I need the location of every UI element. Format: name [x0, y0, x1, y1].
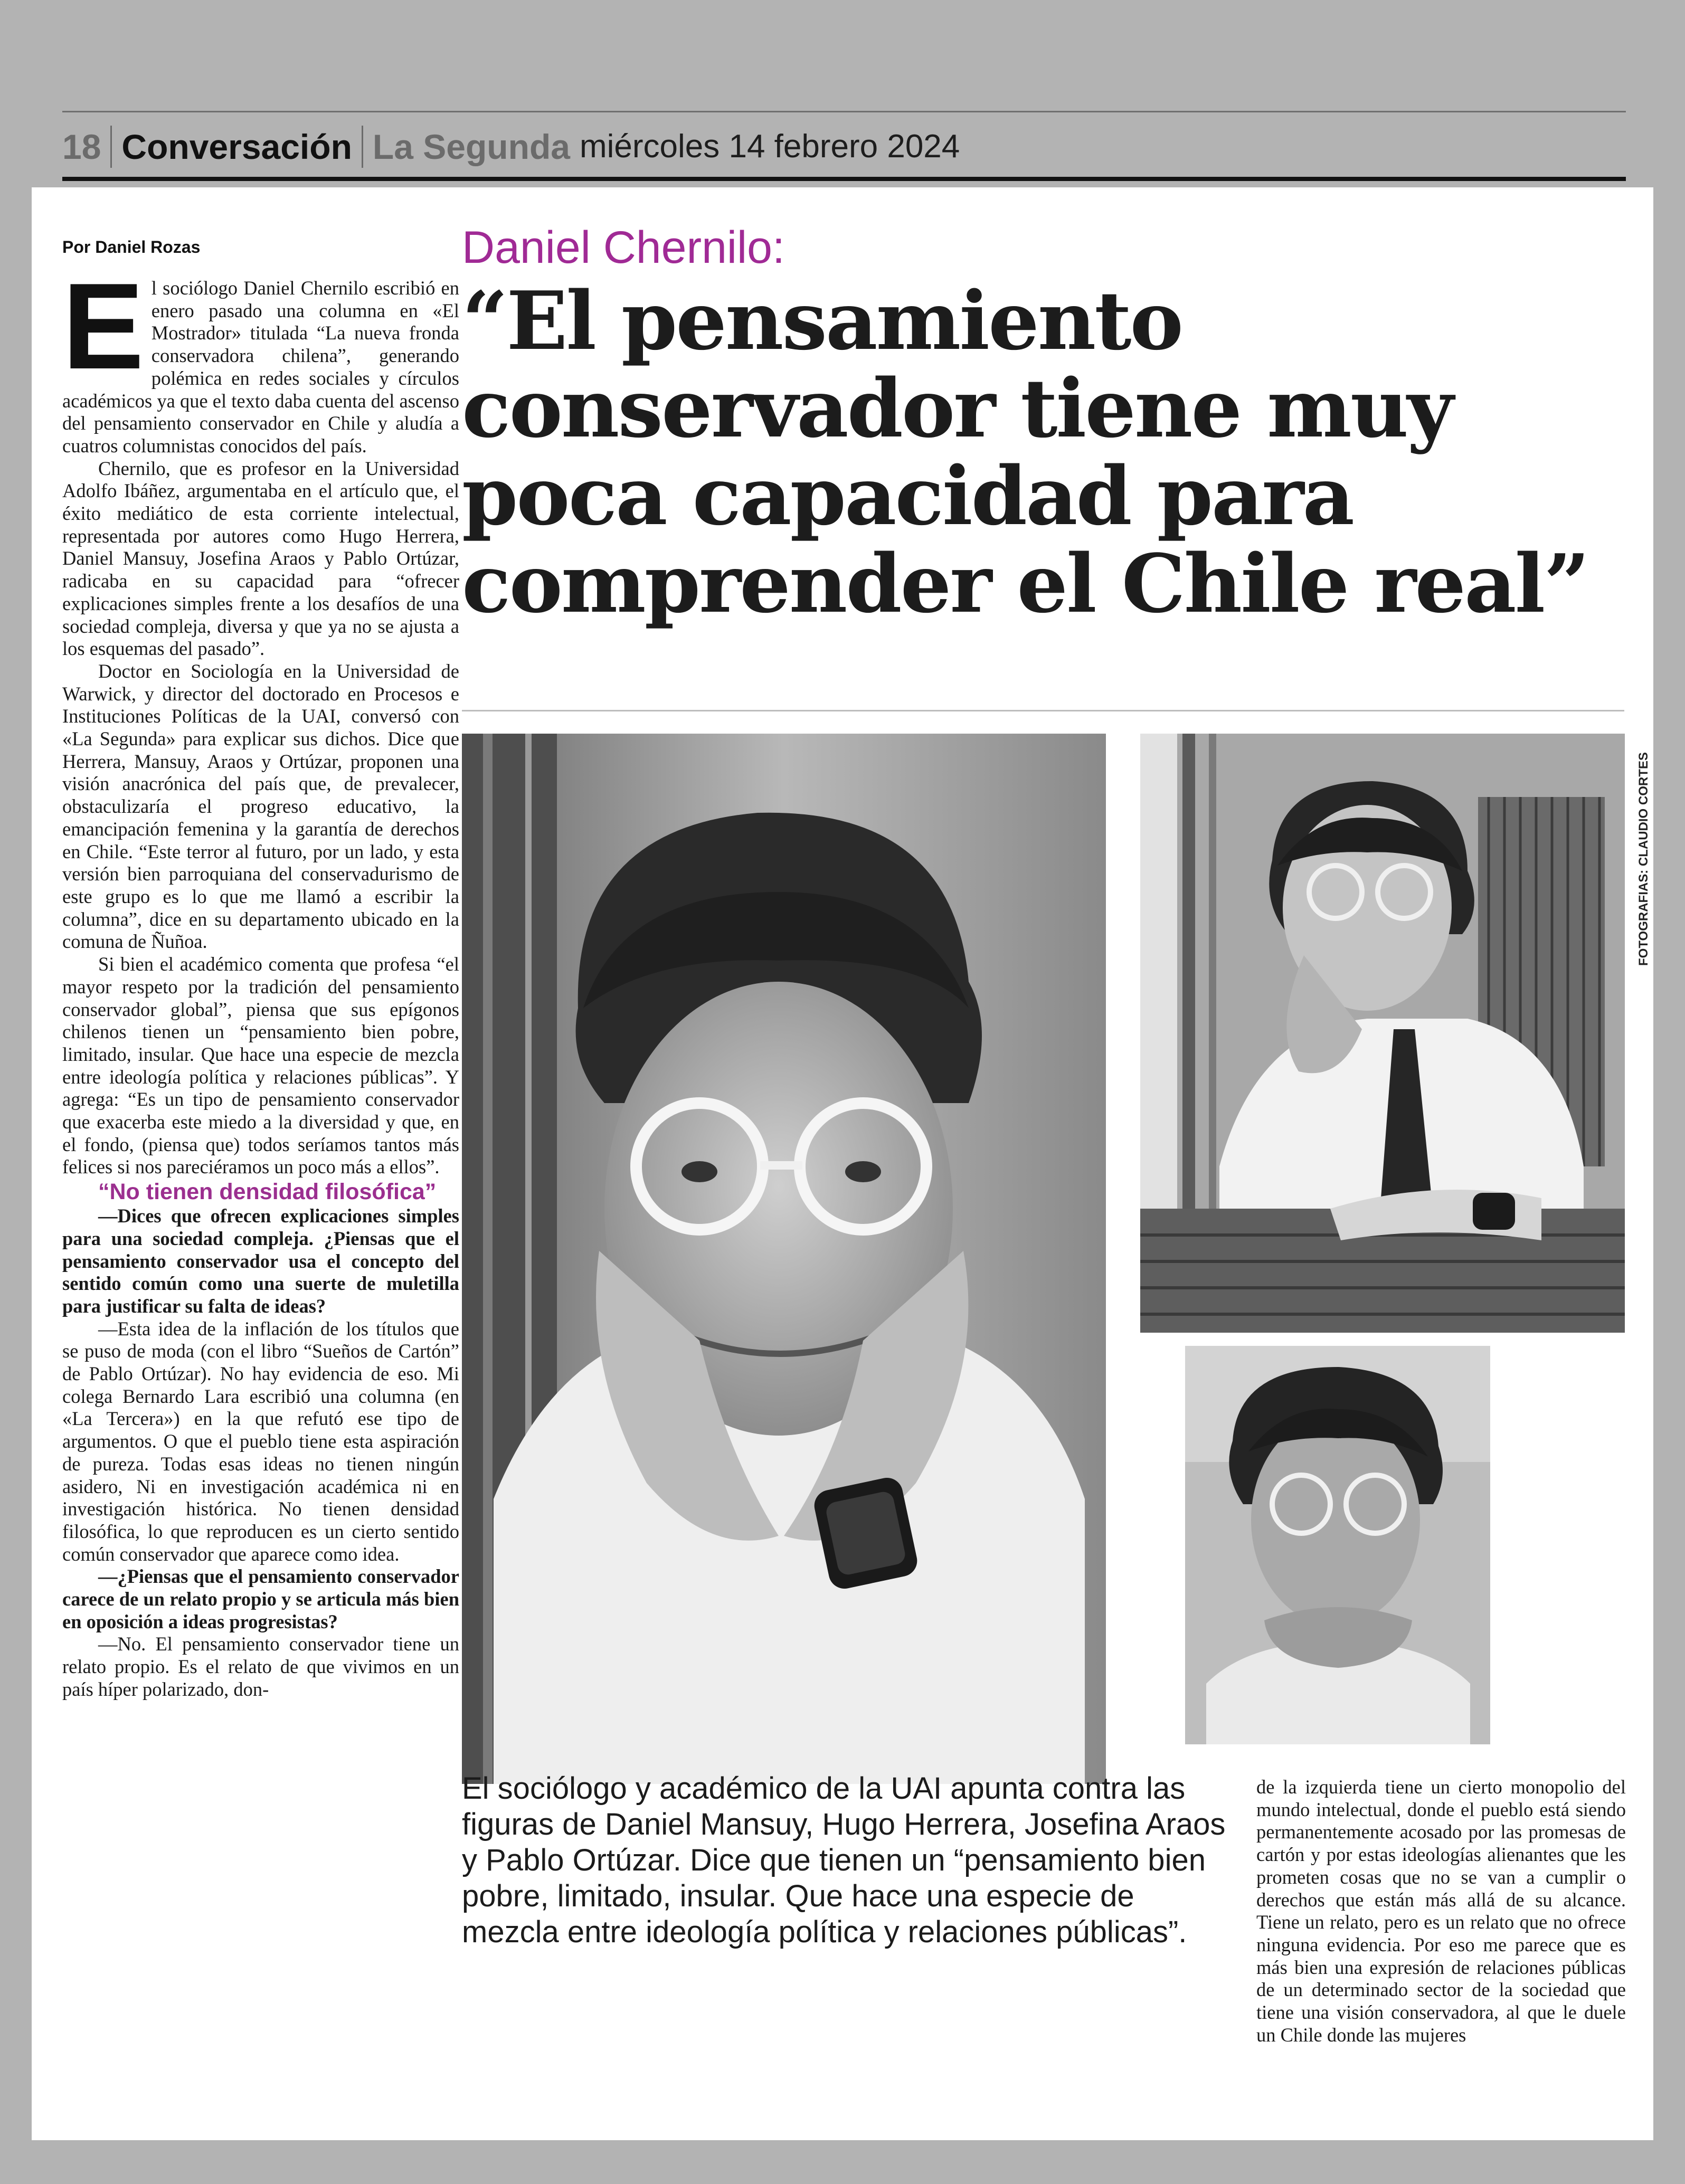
newspaper-page — [32, 187, 1653, 2140]
newspaper-name: La Segunda — [372, 127, 570, 166]
right-text-column — [1256, 1776, 1626, 2046]
paragraph-1-text: l sociólogo Daniel Chernilo escribió en enero pasado una columna en «El Mostrador» titulada “La nueva fronda conservadora chilena”, generando polémica en redes sociales y círculos académicos ya que el texto daba cuenta del ascenso del pensamiento conservador en Chile y aludía a cuatros columnistas conocidos del país. — [62, 277, 459, 457]
paragraph-2: Chernilo, que es profesor en la Universidad Adolfo Ibáñez, argumentaba en el artículo que, el éxito mediático de esta corriente intelectual, representada por autores como Hugo Herrera, Daniel Mansuy, Josefina Araos y Pablo Ortúzar, radicaba en su capacidad para “ofrecer explicaciones simples frente a los desafíos de una sociedad compleja, diversa y que ya no se ajusta a los esquemas del pasado”. — [62, 457, 459, 660]
issue-date: miércoles 14 febrero 2024 — [579, 128, 960, 165]
continuation-paragraph: de la izquierda tiene un cierto monopolio del mundo intelectual, donde el pueblo está siendo permanentemente acosado por las promesas de cartón y por estas ideologías alienantes que les prometen cosas que no se van a cumplir o derechos que están más allá de su alcance. Tiene un relato, pero es un relato que no ofrece ninguna evidencia. Por eso me parece que es más bien una expresión de relaciones públicas de un determinado sector de la sociedad que tiene una visión conservadora, al que le duele un Chile donde las mujeres — [1256, 1776, 1626, 2046]
paragraph-1 — [62, 258, 459, 458]
folio-rule — [62, 177, 1626, 181]
headline: “El pensamiento conservador tiene muy poca capacidad para comprender el Chile real” — [462, 273, 1588, 631]
photo-credit: FOTOGRAFIAS: CLAUDIO CORTES — [1636, 752, 1651, 966]
section-name: Conversación — [112, 126, 363, 168]
photo-side-portrait — [1140, 734, 1625, 1333]
kicker: Daniel Chernilo: — [462, 222, 785, 273]
lede: El sociólogo y académico de la UAI apunta contra las figuras de Daniel Mansuy, Hugo Herrera, Josefina Araos y Pablo Ortúzar. Dice que tienen un “pensamiento bien pobre, limitado, insular. Que hace una especie de mezcla entre ideología política y relaciones públicas”. — [462, 1771, 1226, 1949]
paragraph-3: Doctor en Sociología en la Universidad de Warwick, y director del doctorado en Procesos e Instituciones Políticas de la UAI, conversó con «La Segunda» para explicar sus dichos. Dice que Herrera, Mansuy, Araos y Ortúzar, proponen una visión anacrónica del país que, de prevalecer, obstaculizaría el progreso educativo, la emancipación femenina y la garantía de derechos en Chile. “Este terror al futuro, por un lado, y esta versión bien parroquiana del conservadurismo de este grupo es lo que me llamó a escribir la columna”, dice en su departamento ubicado en la comuna de Ñuñoa. — [62, 660, 459, 953]
portrait-seated-terrace-image — [1140, 734, 1625, 1333]
page-folio — [62, 111, 1626, 181]
paragraph-4: Si bien el académico comenta que profesa “el mayor respeto por la tradición del pensamiento conservador global”, piensa que sus epígonos chilenos tienen un “pensamiento bien pobre, limitado, insular. Que hace una especie de mezcla entre ideología política y relaciones públicas”. Y agrega: “Es un tipo de pensamiento conservador que exacerba este miedo a la diversidad y que, en el fondo, (piensa que) todos seríamos tantos más felices si nos pareciéramos un poco más a ellos”. — [62, 953, 459, 1178]
byline: Por Daniel Rozas — [62, 238, 201, 257]
question-2: —¿Piensas que el pensamiento conservador carece de un relato propio y se articula más bien en oposición a ideas progresistas? — [62, 1565, 459, 1632]
photo-small-portrait — [1185, 1346, 1490, 1744]
page-number: 18 — [62, 126, 112, 168]
portrait-hands-on-cheeks-image — [462, 734, 1106, 1784]
answer-2: —No. El pensamiento conservador tiene un relato propio. Es el relato de que vivimos en un país híper polarizado, don- — [62, 1633, 459, 1700]
left-text-column — [62, 258, 459, 1701]
section-subhead: “No tienen densidad filosófica” — [98, 1179, 437, 1205]
portrait-chin-on-hands-image — [1185, 1346, 1490, 1744]
answer-1: —Esta idea de la inflación de los títulos que se puso de moda (con el libro “Sueños de Cartón” de Pablo Ortúzar). No hay evidencia de eso. Mi colega Bernardo Lara escribió una columna (en «La Tercera») en la que refutó ese tipo de argumentos. O que el pueblo tiene esta aspiración de pureza. Todas esas ideas no tienen ningún asidero, Ni en investigación académica ni en investigación histórica. No tienen densidad filosófica, lo que reproducen es un cierto sentido común conservador que aparece como idea. — [62, 1317, 459, 1565]
drop-cap: E — [62, 258, 144, 395]
folio-row — [62, 123, 960, 170]
headline-rule — [462, 710, 1624, 711]
question-1: —Dices que ofrecen explicaciones simples para una sociedad compleja. ¿Piensas que el pensamiento conservador usa el concepto del sentido común como una suerte de muletilla para justificar su falta de ideas? — [62, 1205, 459, 1317]
photo-main-portrait — [462, 734, 1106, 1784]
